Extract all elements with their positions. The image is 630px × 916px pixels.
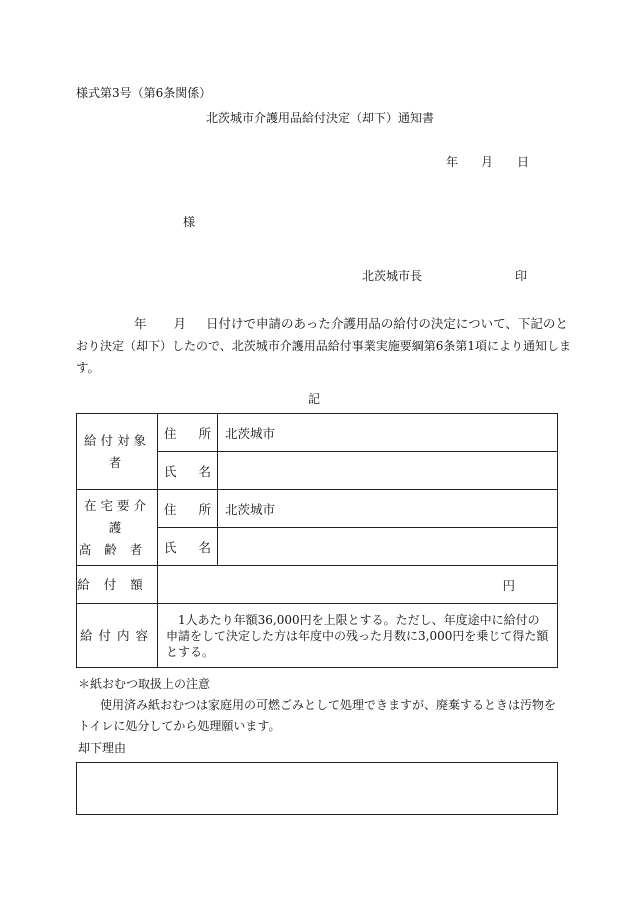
body-line2: おり決定（却下）したので、北茨城市介護用品給付事業実施要綱第6条第1項により通知しま — [76, 339, 572, 353]
rejection-reason-box — [76, 762, 558, 815]
table-row — [77, 490, 558, 528]
document-title: 北茨城市介護用品給付決定（却下）通知書 — [206, 111, 435, 125]
table-row — [77, 566, 558, 604]
recipient-address-value: 北茨城市 — [218, 414, 558, 452]
amount-value: 円 — [158, 566, 558, 604]
notice-line1: 使用済み紙おむつは家庭用の可燃ごみとして処理できますが、廃棄するときは汚物を — [100, 698, 557, 712]
elderly-address-value: 北茨城市 — [218, 490, 558, 528]
elderly-name-label: 氏 名 — [158, 528, 218, 566]
notice-line2: トイレに処分してから処理願います。 — [78, 719, 281, 733]
addressee-suffix: 様 — [183, 215, 196, 229]
recipient-name-label: 氏 名 — [158, 452, 218, 490]
details-table — [76, 413, 558, 668]
date-year-label: 年 — [446, 155, 459, 169]
recipient-address-label: 住 所 — [158, 414, 218, 452]
elderly-name-value — [218, 528, 558, 566]
table-row — [77, 604, 558, 668]
body-line1: 日付けで申請のあった介護用品の給付の決定について、下記のと — [206, 316, 568, 331]
ki-label: 記 — [308, 392, 321, 406]
date-day-label: 日 — [517, 155, 530, 169]
elderly-address-label: 住 所 — [158, 490, 218, 528]
seal-mark: 印 — [515, 269, 528, 283]
rejection-reason-label: 却下理由 — [78, 741, 127, 755]
content-value: 1人あたり年額36,000円を上限とする。ただし、年度途中に給付の申請をして決定した方は年度中の残った月数に3,000円を乗じて得た額とする。 — [158, 604, 558, 668]
issuer-name: 北茨城市長 — [362, 269, 423, 283]
notice-heading: ＊紙おむつ取扱上の注意 — [78, 677, 211, 691]
rejection-reason-text — [77, 763, 557, 775]
date-month-label: 月 — [481, 155, 494, 169]
table-row — [77, 414, 558, 452]
recipient-header: 給付対象者 — [77, 414, 158, 490]
notice-body — [76, 313, 572, 379]
content-header: 給付内容 — [77, 604, 158, 668]
elderly-header: 在宅要介護 高齢者 — [77, 490, 158, 566]
body-year: 年 — [134, 316, 147, 331]
recipient-name-value — [218, 452, 558, 490]
body-month: 月 — [173, 316, 187, 331]
body-line3: す。 — [76, 360, 101, 375]
amount-header: 給付額 — [77, 566, 158, 604]
form-number: 様式第3号（第6条関係） — [76, 86, 212, 100]
